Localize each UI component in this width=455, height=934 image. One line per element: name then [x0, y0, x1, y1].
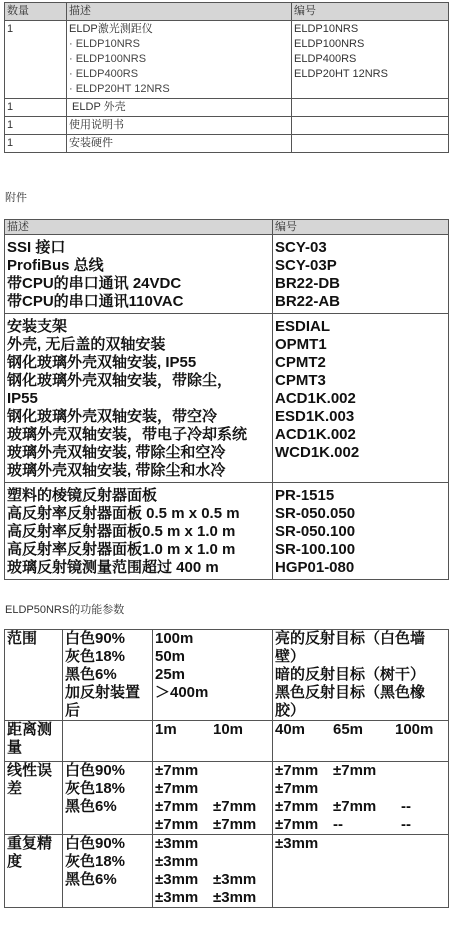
desc-main: ELDP激光测距仪 [69, 23, 153, 35]
value-line [155, 816, 270, 834]
desc-item: 安装支架 [7, 318, 68, 335]
desc-cell: 使用说明书 [67, 117, 292, 135]
code-item: SCY-03 [275, 239, 327, 256]
value-item: ±3mm [155, 853, 199, 870]
value-item: 50m [155, 648, 186, 665]
value-item: ±3mm [213, 889, 257, 906]
desc-sub-item: · ELDP20HT 12NRS [69, 83, 170, 95]
value-item: ±7mm [333, 762, 377, 779]
target-item: 黑色6% [65, 798, 117, 815]
code-item: WCD1K.002 [275, 444, 360, 461]
code-item: CPMT2 [275, 354, 326, 371]
desc-item: IP55 [7, 390, 38, 407]
desc-item: 玻璃反射镜测量范围超过 400 m [7, 559, 219, 576]
value-line [155, 853, 270, 871]
param-label: 重复精度 [5, 835, 63, 908]
desc-item: 带CPU的串口通讯110VAC [7, 293, 184, 310]
value-item: ±3mm [155, 871, 199, 888]
target-item: 黑色6% [65, 666, 117, 683]
value-item: ±7mm [213, 816, 257, 833]
desc-item: 玻璃外壳双轴安装, 带除尘和空冷 [7, 444, 226, 461]
value-item: ±7mm [275, 798, 319, 815]
value-item: ＞400m [155, 684, 209, 701]
note-item: 亮的反射目标（白色墙壁） [275, 630, 426, 665]
accessories-header-row [5, 220, 449, 235]
target-item: 加反射装置后 [65, 684, 141, 719]
value-line [275, 816, 446, 834]
accessories-table [4, 219, 449, 580]
value-line [275, 835, 446, 853]
target-item: 灰色18% [65, 780, 126, 797]
value-item: ±3mm [155, 835, 199, 852]
distance-value: 1m [155, 721, 177, 738]
code-item: HGP01-080 [275, 559, 355, 576]
code-item: SR-050.100 [275, 523, 356, 540]
desc-item: 钢化玻璃外壳双轴安装, IP55 [7, 354, 197, 371]
section-title-params: ELDP50NRS的功能参数 [5, 604, 125, 616]
code-item: ACD1K.002 [275, 426, 356, 443]
desc-item: 高反射率反射器面板1.0 m x 1.0 m [7, 541, 236, 558]
code-cell [292, 117, 449, 135]
header-desc: 描述 [5, 220, 273, 235]
target-item: 白色90% [65, 762, 126, 779]
value-line [155, 780, 270, 798]
value-line [155, 871, 270, 889]
value-item: ±7mm [155, 798, 199, 815]
code-cell [292, 21, 449, 99]
target-cell [63, 630, 153, 721]
code-item: SR-050.050 [275, 505, 356, 522]
desc-cell [67, 21, 292, 99]
contents-row [5, 99, 449, 117]
code-item: ELDP400RS [294, 53, 357, 65]
qty-cell: 1 [5, 99, 67, 117]
value-item: ±3mm [155, 889, 199, 906]
header-code: 编号 [273, 220, 449, 235]
value-line [155, 762, 270, 780]
value-cell [153, 835, 273, 908]
desc-sub-item: · ELDP400RS [69, 68, 139, 80]
code-item: ELDP100NRS [294, 38, 365, 50]
distance-value: 100m [395, 721, 434, 738]
note-cell [273, 835, 449, 908]
params-row-range [5, 630, 449, 721]
value-item: ±7mm [333, 798, 377, 815]
desc-item: 塑料的棱镜反射器面板 [7, 487, 158, 504]
desc-item: ProfiBus 总线 [7, 257, 104, 274]
value-line [275, 798, 446, 816]
value-line [155, 835, 270, 853]
distance-value: 40m [275, 721, 306, 738]
desc-cell: ELDP 外壳 [67, 99, 292, 117]
target-item: 白色90% [65, 835, 126, 852]
code-item: BR22-DB [275, 275, 341, 292]
desc-item: 玻璃外壳双轴安装, 带除尘和水冷 [7, 462, 226, 479]
value-line [275, 762, 446, 780]
contents-row [5, 21, 449, 99]
value-item: ±7mm [275, 762, 319, 779]
desc-item: 钢化玻璃外壳双轴安装，带除尘， [7, 372, 233, 389]
distance-value: 65m [333, 721, 364, 738]
contents-table [4, 2, 449, 153]
distance-value: 10m [213, 721, 244, 738]
code-item: SR-100.100 [275, 541, 356, 558]
param-label: 线性误差 [5, 762, 63, 835]
code-cell [273, 235, 449, 314]
qty-cell: 1 [5, 135, 67, 153]
code-item: OPMT1 [275, 336, 327, 353]
desc-sub-item: · ELDP10NRS [69, 38, 140, 50]
note-cell [273, 630, 449, 721]
desc-sub-item: · ELDP100NRS [69, 53, 147, 65]
note-cell [273, 762, 449, 835]
desc-item: 高反射率反射器面板 0.5 m x 0.5 m [7, 505, 240, 522]
value-item: ±7mm [155, 780, 199, 797]
desc-item: 带CPU的串口通讯 24VDC [7, 275, 182, 292]
value-item: ±7mm [155, 762, 199, 779]
params-row-linearity [5, 762, 449, 835]
value-item: ±7mm [213, 798, 257, 815]
target-cell [63, 721, 153, 762]
code-item: ESDIAL [275, 318, 331, 335]
value-item: ±3mm [213, 871, 257, 888]
code-item: SCY-03P [275, 257, 337, 274]
code-cell [292, 99, 449, 117]
desc-cell [5, 483, 273, 580]
code-item: CPMT3 [275, 372, 326, 389]
note-cell [273, 721, 449, 762]
accessory-group [5, 483, 449, 580]
params-row-distance [5, 721, 449, 762]
param-label: 距离测量 [5, 721, 63, 762]
value-cell [153, 762, 273, 835]
desc-item: 高反射率反射器面板0.5 m x 1.0 m [7, 523, 236, 540]
desc-cell [5, 314, 273, 483]
param-label: 范围 [5, 630, 63, 721]
value-item: ±7mm [275, 780, 319, 797]
contents-header-row [5, 3, 449, 21]
accessory-group [5, 235, 449, 314]
target-item: 黑色6% [65, 871, 117, 888]
value-item: ±7mm [275, 816, 319, 833]
value-cell [153, 721, 273, 762]
code-item: ESD1K.003 [275, 408, 355, 425]
desc-item: SSI 接口 [7, 239, 66, 256]
target-cell [63, 762, 153, 835]
value-item: ±7mm [155, 816, 199, 833]
value-item: -- [401, 798, 411, 815]
value-line [275, 780, 446, 798]
contents-row [5, 117, 449, 135]
value-item: -- [401, 816, 411, 833]
header-code: 编号 [292, 3, 449, 21]
target-cell [63, 835, 153, 908]
value-item: 100m [155, 630, 194, 647]
value-item: -- [333, 816, 343, 833]
accessory-group [5, 314, 449, 483]
desc-item: 钢化玻璃外壳双轴安装，带空冷 [7, 408, 218, 425]
value-line [155, 889, 270, 907]
contents-row [5, 135, 449, 153]
code-item: ELDP20HT 12NRS [294, 68, 388, 80]
section-title-accessories: 附件 [5, 192, 27, 204]
header-qty: 数量 [5, 3, 67, 21]
value-item: ±3mm [275, 835, 319, 852]
params-table [4, 629, 449, 908]
code-item: BR22-AB [275, 293, 341, 310]
note-item: 黑色反射目标（黑色橡胶） [275, 684, 426, 719]
value-line [155, 798, 270, 816]
code-cell [273, 483, 449, 580]
note-item: 暗的反射目标（树干） [275, 666, 426, 683]
params-row-repeat [5, 835, 449, 908]
code-cell [273, 314, 449, 483]
desc-item: 玻璃外壳双轴安装，带电子冷却系统 [7, 426, 248, 443]
value-cell [153, 630, 273, 721]
code-item: PR-1515 [275, 487, 335, 504]
target-item: 白色90% [65, 630, 126, 647]
desc-cell [5, 235, 273, 314]
value-item: 25m [155, 666, 186, 683]
target-item: 灰色18% [65, 648, 126, 665]
qty-cell: 1 [5, 21, 67, 99]
qty-cell: 1 [5, 117, 67, 135]
code-cell [292, 135, 449, 153]
target-item: 灰色18% [65, 853, 126, 870]
code-item: ACD1K.002 [275, 390, 356, 407]
desc-item: 外壳, 无后盖的双轴安装 [7, 336, 166, 353]
desc-cell: 安装硬件 [67, 135, 292, 153]
code-item: ELDP10NRS [294, 23, 359, 35]
header-desc: 描述 [67, 3, 292, 21]
